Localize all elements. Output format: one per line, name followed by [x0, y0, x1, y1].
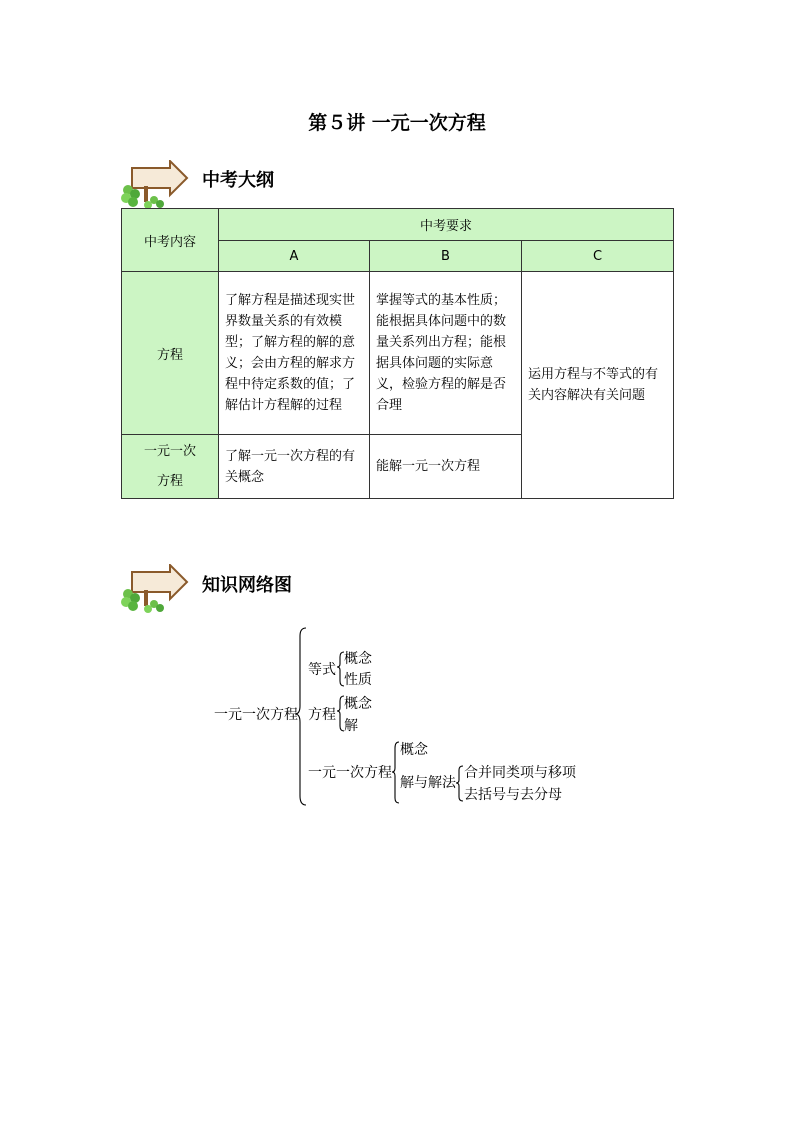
- section-heading-network: 知识网络图: [202, 575, 292, 596]
- arrow-clover-icon: [118, 160, 190, 210]
- c-shared-cell: 运用方程与不等式的有关内容解决有关问题: [522, 272, 674, 499]
- section-heading-outline: 中考大纲: [202, 170, 274, 191]
- outline-table: [121, 208, 674, 499]
- header-requirements-cell: 中考要求: [219, 209, 674, 241]
- row1-b-cell: 掌握等式的基本性质；能根据具体问题中的数量关系列出方程；能根据具体问题的实际意义，检验方程的解是否合理: [370, 272, 522, 435]
- network-leaf: 解: [344, 718, 358, 734]
- level-c-cell: C: [522, 241, 674, 272]
- network-leaf: 概念: [400, 742, 428, 758]
- row1-a-cell: 了解方程是描述现实世界数量关系的有效模型；了解方程的解的意义；会由方程的解求方程中待定系数的值；了解估计方程解的过程: [219, 272, 370, 435]
- row2-label-line2: 方程: [156, 473, 183, 489]
- network-leaf: 去括号与去分母: [464, 787, 562, 803]
- network-branch-equation: 方程: [308, 707, 336, 723]
- brace-method: [456, 766, 463, 801]
- page-title: 第５讲 一元一次方程: [308, 112, 486, 134]
- network-branch-solution-method: 解与解法: [400, 775, 456, 791]
- row2-b-cell: 能解一元一次方程: [370, 435, 522, 499]
- row-label-linear-equation: [122, 435, 219, 499]
- brace-linear: [392, 742, 399, 803]
- arrow-clover-icon: [118, 564, 190, 614]
- row-label-equation: 方程: [122, 272, 219, 435]
- network-leaf: 概念: [344, 696, 372, 712]
- row2-label-line1: 一元一次: [143, 443, 196, 459]
- brace-equation: [337, 696, 344, 731]
- level-a-cell: A: [219, 241, 370, 272]
- network-root: 一元一次方程: [214, 707, 298, 723]
- header-content-cell: 中考内容: [122, 209, 219, 272]
- row2-a-cell: 了解一元一次方程的有关概念: [219, 435, 370, 499]
- network-leaf: 性质: [344, 672, 372, 688]
- level-b-cell: B: [370, 241, 522, 272]
- brace-equality: [337, 652, 344, 686]
- network-branch-linear-equation: 一元一次方程: [308, 765, 392, 781]
- network-leaf: 合并同类项与移项: [464, 765, 576, 781]
- network-leaf: 概念: [344, 651, 372, 667]
- network-branch-equality: 等式: [308, 662, 336, 678]
